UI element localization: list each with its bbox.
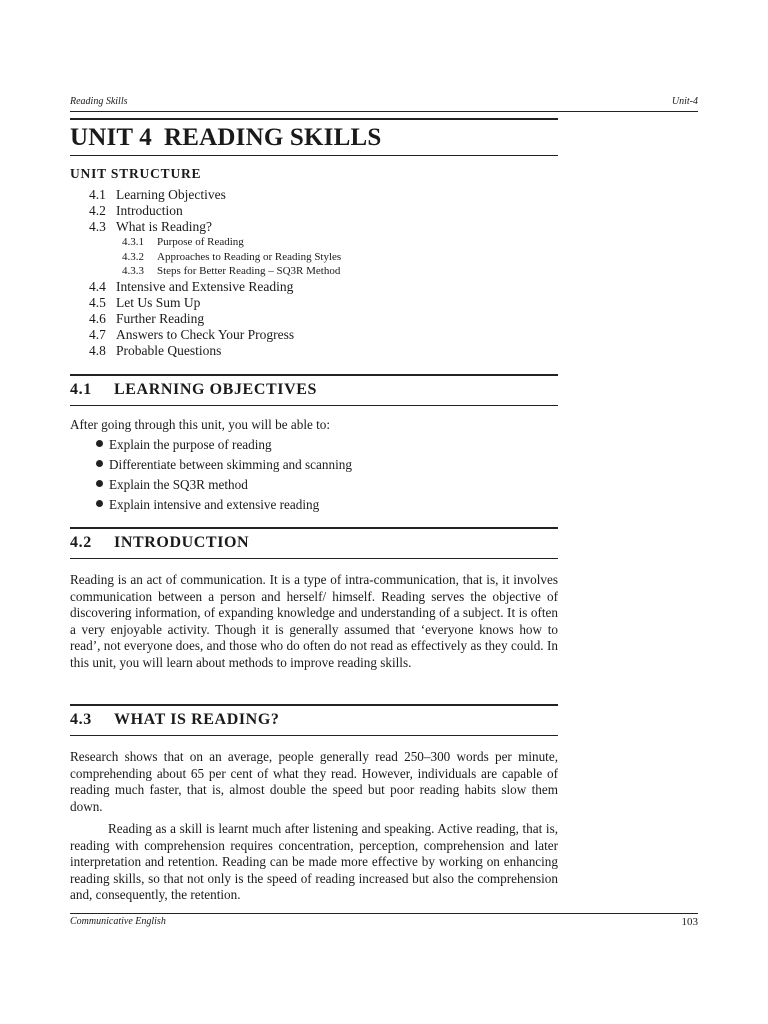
section-heading-learning-objectives <box>70 381 317 399</box>
list-item <box>96 497 319 513</box>
list-item <box>96 477 248 493</box>
toc-item-label: Answers to Check Your Progress <box>116 327 295 342</box>
unit-structure-heading: UNIT STRUCTURE <box>70 166 202 181</box>
toc-item-number: 4.8 <box>89 343 106 358</box>
section-heading-introduction <box>70 534 249 552</box>
section-number: 4.1 <box>70 381 92 398</box>
title-top-rule <box>70 118 558 120</box>
header-left: Reading Skills <box>70 96 128 107</box>
toc-item-number: 4.3.2 <box>122 251 144 263</box>
toc-item-label: Steps for Better Reading – SQ3R Method <box>157 265 341 277</box>
toc-item-number: 4.2 <box>89 203 106 218</box>
toc-item <box>89 295 200 311</box>
list-item <box>96 457 352 473</box>
section-top-rule <box>70 374 558 376</box>
reading-paragraph-2: Reading as a skill is learnt much after listening and speaking. Active reading, that is, reading with comprehension requires concentration, perception, comprehension and later interpretation and retention. Reading can be made more effective by working on enhancing reading skills, so that not only is the speed of reading increased but also the comprehension and, consequently, the retention. <box>70 821 558 902</box>
section-heading-what-is-reading <box>70 711 279 729</box>
section-bottom-rule <box>70 558 558 559</box>
unit-title-text: READING SKILLS <box>164 124 382 151</box>
toc-item-number: 4.4 <box>89 279 106 294</box>
list-item-text: Differentiate between skimming and scanning <box>109 457 352 472</box>
toc-item-number: 4.3.1 <box>122 236 144 248</box>
list-item-text: Explain intensive and extensive reading <box>109 497 320 512</box>
toc-item-label: Approaches to Reading or Reading Styles <box>157 251 342 263</box>
page-number: 103 <box>681 916 698 928</box>
objectives-intro: After going through this unit, you will be able to: <box>70 417 331 432</box>
unit-number: UNIT 4 <box>70 124 153 151</box>
header-right: Unit-4 <box>671 96 698 107</box>
toc-item-label: Probable Questions <box>116 343 222 358</box>
footer-rule <box>70 913 698 914</box>
toc-item-number: 4.6 <box>89 311 106 326</box>
toc-item-label: Intensive and Extensive Reading <box>116 279 294 294</box>
toc-item-label: Purpose of Reading <box>157 236 244 248</box>
page-footer <box>70 916 698 930</box>
footer-left: Communicative English <box>70 916 166 927</box>
section-number: 4.3 <box>70 711 92 728</box>
toc-item-number: 4.1 <box>89 187 106 202</box>
section-title: LEARNING OBJECTIVES <box>114 381 318 398</box>
section-number: 4.2 <box>70 534 92 551</box>
toc-item-label: Learning Objectives <box>116 187 226 202</box>
toc-subitem <box>122 265 340 277</box>
toc-item <box>89 311 204 327</box>
bullet-icon <box>96 460 103 467</box>
header-rule <box>70 111 698 112</box>
toc-item <box>89 343 221 359</box>
section-top-rule <box>70 527 558 529</box>
toc-item-label: Introduction <box>116 203 183 218</box>
unit-title <box>70 124 381 152</box>
section-title: WHAT IS READING? <box>114 711 280 728</box>
document-page <box>70 0 698 1024</box>
section-top-rule <box>70 704 558 706</box>
title-bottom-rule <box>70 155 558 156</box>
toc-subitem <box>122 236 244 248</box>
toc-item-number: 4.7 <box>89 327 106 342</box>
toc-item-number: 4.3 <box>89 219 106 234</box>
toc-subitem <box>122 251 341 263</box>
section-title: INTRODUCTION <box>114 534 250 551</box>
bullet-icon <box>96 500 103 507</box>
list-item <box>96 437 272 453</box>
toc-item-label: What is Reading? <box>116 219 212 234</box>
toc-item-number: 4.5 <box>89 295 106 310</box>
toc-item <box>89 279 293 295</box>
toc-item-label: Further Reading <box>116 311 205 326</box>
section-bottom-rule <box>70 735 558 736</box>
toc-item <box>89 327 294 343</box>
reading-paragraph-1: Research shows that on an average, people generally read 250–300 words per minute, comprehending about 65 per cent of what they read. However, individuals are capable of reading much faster, that is, almost double the speed but poor reading habits slow them down. <box>70 749 558 814</box>
bullet-icon <box>96 440 103 447</box>
toc-item <box>89 203 183 219</box>
toc-item <box>89 219 212 235</box>
introduction-paragraph: Reading is an act of communication. It is a type of intra-communication, that is, it involves communication between a person and herself/ himself. Reading serves the objective of discovering information, of expanding knowledge and understanding of a subject. It is often a very enjoyable activity. Though it is generally assumed that ‘everyone knows how to read’, not everyone does, and those who do often do not read as effectively as they could. In this unit, you will learn about methods to improve reading skills. <box>70 572 558 670</box>
running-header <box>70 96 698 110</box>
bullet-icon <box>96 480 103 487</box>
list-item-text: Explain the SQ3R method <box>109 477 248 492</box>
toc-item-label: Let Us Sum Up <box>116 295 201 310</box>
toc-item <box>89 187 226 203</box>
section-bottom-rule <box>70 405 558 406</box>
toc-item-number: 4.3.3 <box>122 265 144 277</box>
list-item-text: Explain the purpose of reading <box>109 437 272 452</box>
